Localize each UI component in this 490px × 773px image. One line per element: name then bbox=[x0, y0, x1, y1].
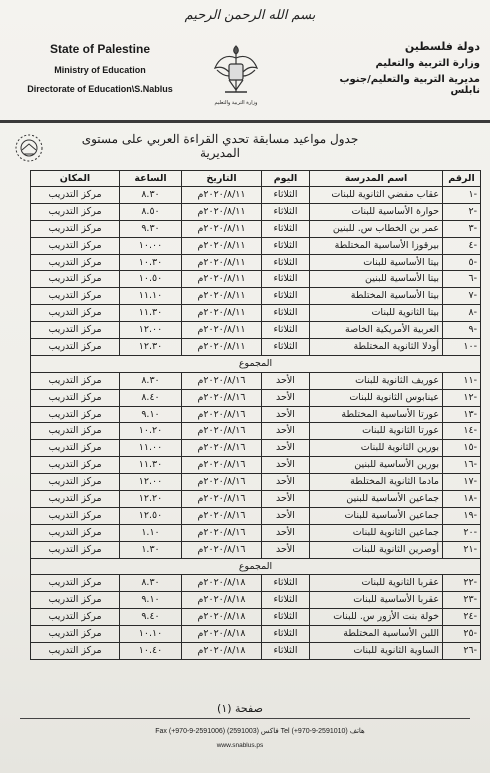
header-ar-line-2: وزارة التربية والتعليم bbox=[375, 58, 480, 69]
place: مركز التدريب bbox=[31, 507, 120, 524]
reading-challenge-logo-icon bbox=[8, 130, 50, 166]
time: ١١.٠٠ bbox=[120, 440, 182, 457]
school-name: بيتا الأساسية للبنين bbox=[310, 271, 443, 288]
table-row bbox=[31, 643, 481, 660]
time: ١٢.٠٠ bbox=[120, 474, 182, 491]
school-name: عورتا الأساسية المختلطة bbox=[310, 406, 443, 423]
palestine-eagle-emblem-icon bbox=[211, 40, 261, 100]
school-name: عقربا الثانوية للبنات bbox=[310, 575, 443, 592]
table-row bbox=[31, 389, 481, 406]
footer-website: www.snablus.ps bbox=[216, 742, 264, 749]
row-number: -٧ bbox=[443, 288, 481, 305]
school-name: عمر بن الخطاب س. للبنين bbox=[310, 220, 443, 237]
table-row bbox=[31, 254, 481, 271]
day: الثلاثاء bbox=[262, 220, 310, 237]
day: الأحد bbox=[262, 406, 310, 423]
school-name: بيتا الثانوية للبنات bbox=[310, 305, 443, 322]
table-row bbox=[31, 203, 481, 220]
place: مركز التدريب bbox=[31, 187, 120, 204]
row-number: -٢١ bbox=[443, 541, 481, 558]
column-header-school: اسم المدرسة bbox=[310, 171, 443, 187]
place: مركز التدريب bbox=[31, 372, 120, 389]
school-name: خولة بنت الأزور س. للبنات bbox=[310, 609, 443, 626]
date: ٢٠٢٠/٨/١١م bbox=[182, 220, 262, 237]
school-name: اللبن الأساسية المختلطة bbox=[310, 626, 443, 643]
day: الأحد bbox=[262, 457, 310, 474]
date: ٢٠٢٠/٨/١١م bbox=[182, 254, 262, 271]
time: ١٠.٣٠ bbox=[120, 254, 182, 271]
row-number: -٩ bbox=[443, 322, 481, 339]
date: ٢٠٢٠/٨/١٦م bbox=[182, 406, 262, 423]
day: الأحد bbox=[262, 507, 310, 524]
time: ١١.١٠ bbox=[120, 288, 182, 305]
header-en-line-2: Ministry of Education bbox=[54, 65, 146, 75]
time: ٨.٣٠ bbox=[120, 372, 182, 389]
time: ١١.٣٠ bbox=[120, 305, 182, 322]
time: ٩.٤٠ bbox=[120, 609, 182, 626]
row-number: -٢٦ bbox=[443, 643, 481, 660]
school-name: بيرقوزا الأساسية المختلطة bbox=[310, 237, 443, 254]
table-row bbox=[31, 457, 481, 474]
header-en-line-1: State of Palestine bbox=[49, 42, 151, 56]
footer-divider bbox=[20, 718, 470, 719]
row-number: -٣ bbox=[443, 220, 481, 237]
column-header-time: الساعة bbox=[120, 171, 182, 187]
time: ١٠.١٠ bbox=[120, 626, 182, 643]
column-header-day: اليوم bbox=[262, 171, 310, 187]
date: ٢٠٢٠/٨/١٦م bbox=[182, 440, 262, 457]
table-row bbox=[31, 406, 481, 423]
school-name: أودلا الثانوية المختلطة bbox=[310, 339, 443, 356]
day: الثلاثاء bbox=[262, 305, 310, 322]
column-header-number: الرقم bbox=[443, 171, 481, 187]
day: الثلاثاء bbox=[262, 271, 310, 288]
school-name: بيتا الأساسية للبنات bbox=[310, 254, 443, 271]
footer-contact: Fax (+970-9-2591006) فاكس (2591003) Tel (+970-9-2591010) هاتف bbox=[155, 728, 365, 735]
time: ١٠.٢٠ bbox=[120, 423, 182, 440]
date: ٢٠٢٠/٨/١٨م bbox=[182, 609, 262, 626]
time: ٨.٥٠ bbox=[120, 203, 182, 220]
school-name: أوصرين الثانوية للبنات bbox=[310, 541, 443, 558]
place: مركز التدريب bbox=[31, 457, 120, 474]
school-name: عقربا الأساسية للبنات bbox=[310, 592, 443, 609]
place: مركز التدريب bbox=[31, 322, 120, 339]
table-row bbox=[31, 220, 481, 237]
day: الأحد bbox=[262, 491, 310, 508]
row-number: -١١ bbox=[443, 372, 481, 389]
date: ٢٠٢٠/٨/١١م bbox=[182, 187, 262, 204]
day: الأحد bbox=[262, 541, 310, 558]
row-number: -٢٢ bbox=[443, 575, 481, 592]
date: ٢٠٢٠/٨/١٨م bbox=[182, 592, 262, 609]
date: ٢٠٢٠/٨/١١م bbox=[182, 203, 262, 220]
date: ٢٠٢٠/٨/١٨م bbox=[182, 643, 262, 660]
date: ٢٠٢٠/٨/١١م bbox=[182, 339, 262, 356]
day: الثلاثاء bbox=[262, 288, 310, 305]
header-english bbox=[10, 42, 190, 94]
place: مركز التدريب bbox=[31, 305, 120, 322]
day: الثلاثاء bbox=[262, 575, 310, 592]
day: الأحد bbox=[262, 423, 310, 440]
day: الثلاثاء bbox=[262, 203, 310, 220]
row-number: -١٦ bbox=[443, 457, 481, 474]
place: مركز التدريب bbox=[31, 643, 120, 660]
place: مركز التدريب bbox=[31, 288, 120, 305]
row-number: -٦ bbox=[443, 271, 481, 288]
date: ٢٠٢٠/٨/١١م bbox=[182, 271, 262, 288]
school-name: بورين الأساسية للبنين bbox=[310, 457, 443, 474]
page-number: صفحة (١) bbox=[217, 702, 263, 715]
group-subtotal-row bbox=[31, 355, 481, 372]
day: الثلاثاء bbox=[262, 643, 310, 660]
date: ٢٠٢٠/٨/١٨م bbox=[182, 626, 262, 643]
day: الثلاثاء bbox=[262, 626, 310, 643]
time: ٨.٣٠ bbox=[120, 575, 182, 592]
group-label: المجموع bbox=[31, 355, 481, 372]
school-name: جماعين الأساسية للبنات bbox=[310, 507, 443, 524]
row-number: -٢٤ bbox=[443, 609, 481, 626]
row-number: -١٩ bbox=[443, 507, 481, 524]
table-row bbox=[31, 288, 481, 305]
column-header-date: التاريخ bbox=[182, 171, 262, 187]
school-name: بيتا الأساسية المختلطة bbox=[310, 288, 443, 305]
document-title: جدول مواعيد مسابقة تحدي القراءة العربي على مستوى المديرية bbox=[81, 132, 359, 160]
place: مركز التدريب bbox=[31, 626, 120, 643]
school-name: جماعين الثانوية للبنات bbox=[310, 524, 443, 541]
table-header-row bbox=[31, 171, 481, 187]
row-number: -١٣ bbox=[443, 406, 481, 423]
table-row bbox=[31, 237, 481, 254]
time: ١٢.٥٠ bbox=[120, 507, 182, 524]
header-ar-line-1: دولة فلسطين bbox=[404, 40, 480, 53]
school-name: الساوية الثانوية للبنات bbox=[310, 643, 443, 660]
date: ٢٠٢٠/٨/١٦م bbox=[182, 507, 262, 524]
table-row bbox=[31, 322, 481, 339]
row-number: -٢٣ bbox=[443, 592, 481, 609]
date: ٢٠٢٠/٨/١١م bbox=[182, 322, 262, 339]
place: مركز التدريب bbox=[31, 389, 120, 406]
date: ٢٠٢٠/٨/١١م bbox=[182, 305, 262, 322]
day: الثلاثاء bbox=[262, 339, 310, 356]
day: الثلاثاء bbox=[262, 187, 310, 204]
row-number: -٤ bbox=[443, 237, 481, 254]
time: ١٢.٣٠ bbox=[120, 339, 182, 356]
table-row bbox=[31, 541, 481, 558]
day: الأحد bbox=[262, 524, 310, 541]
table-row bbox=[31, 372, 481, 389]
day: الثلاثاء bbox=[262, 592, 310, 609]
row-number: -١ bbox=[443, 187, 481, 204]
group-subtotal-row bbox=[31, 558, 481, 575]
day: الثلاثاء bbox=[262, 237, 310, 254]
table-row bbox=[31, 491, 481, 508]
row-number: -٨ bbox=[443, 305, 481, 322]
place: مركز التدريب bbox=[31, 524, 120, 541]
time: ٨.٤٠ bbox=[120, 389, 182, 406]
place: مركز التدريب bbox=[31, 474, 120, 491]
time: ١١.٣٠ bbox=[120, 457, 182, 474]
bismillah-calligraphy: بسم الله الرحمن الرحيم bbox=[184, 8, 316, 23]
place: مركز التدريب bbox=[31, 609, 120, 626]
time: ٨.٣٠ bbox=[120, 187, 182, 204]
school-name: عورتا الثانوية للبنات bbox=[310, 423, 443, 440]
day: الثلاثاء bbox=[262, 254, 310, 271]
time: ١٠.٠٠ bbox=[120, 237, 182, 254]
place: مركز التدريب bbox=[31, 575, 120, 592]
day: الثلاثاء bbox=[262, 609, 310, 626]
place: مركز التدريب bbox=[31, 220, 120, 237]
place: مركز التدريب bbox=[31, 237, 120, 254]
place: مركز التدريب bbox=[31, 592, 120, 609]
day: الأحد bbox=[262, 389, 310, 406]
date: ٢٠٢٠/٨/١٦م bbox=[182, 372, 262, 389]
table-row bbox=[31, 592, 481, 609]
place: مركز التدريب bbox=[31, 254, 120, 271]
date: ٢٠٢٠/٨/١٦م bbox=[182, 457, 262, 474]
table-row bbox=[31, 187, 481, 204]
table-row bbox=[31, 626, 481, 643]
place: مركز التدريب bbox=[31, 339, 120, 356]
date: ٢٠٢٠/٨/١٦م bbox=[182, 541, 262, 558]
school-name: عينابوس الثانوية للبنات bbox=[310, 389, 443, 406]
row-number: -٥ bbox=[443, 254, 481, 271]
date: ٢٠٢٠/٨/١٦م bbox=[182, 491, 262, 508]
school-name: جماعين الأساسية للبنين bbox=[310, 491, 443, 508]
table-row bbox=[31, 575, 481, 592]
table-row bbox=[31, 609, 481, 626]
table-row bbox=[31, 474, 481, 491]
day: الثلاثاء bbox=[262, 322, 310, 339]
row-number: -١٧ bbox=[443, 474, 481, 491]
date: ٢٠٢٠/٨/١٦م bbox=[182, 389, 262, 406]
table-row bbox=[31, 440, 481, 457]
day: الأحد bbox=[262, 372, 310, 389]
row-number: -٢٥ bbox=[443, 626, 481, 643]
place: مركز التدريب bbox=[31, 203, 120, 220]
time: ١.١٠ bbox=[120, 524, 182, 541]
place: مركز التدريب bbox=[31, 541, 120, 558]
place: مركز التدريب bbox=[31, 406, 120, 423]
row-number: -١٠ bbox=[443, 339, 481, 356]
date: ٢٠٢٠/٨/١١م bbox=[182, 237, 262, 254]
row-number: -١٢ bbox=[443, 389, 481, 406]
table-row bbox=[31, 524, 481, 541]
date: ٢٠٢٠/٨/١٨م bbox=[182, 575, 262, 592]
column-header-place: المكان bbox=[31, 171, 120, 187]
time: ١٠.٥٠ bbox=[120, 271, 182, 288]
school-name: بورين الثانوية للبنات bbox=[310, 440, 443, 457]
row-number: -١٨ bbox=[443, 491, 481, 508]
header-divider bbox=[0, 120, 490, 123]
school-name: عوريف الثانوية للبنات bbox=[310, 372, 443, 389]
date: ٢٠٢٠/٨/١٦م bbox=[182, 524, 262, 541]
time: ١٢.٠٠ bbox=[120, 322, 182, 339]
row-number: -١٥ bbox=[443, 440, 481, 457]
table-row bbox=[31, 339, 481, 356]
emblem-caption: وزارة التربية والتعليم bbox=[214, 100, 258, 106]
time: ١.٣٠ bbox=[120, 541, 182, 558]
school-name: عقاب مفضي الثانوية للبنات bbox=[310, 187, 443, 204]
schedule-table bbox=[30, 170, 481, 660]
school-name: العربية الأمريكية الخاصة bbox=[310, 322, 443, 339]
time: ٩.١٠ bbox=[120, 592, 182, 609]
time: ٩.١٠ bbox=[120, 406, 182, 423]
row-number: -٢٠ bbox=[443, 524, 481, 541]
row-number: -١٤ bbox=[443, 423, 481, 440]
day: الأحد bbox=[262, 440, 310, 457]
school-name: مادما الثانوية المختلطة bbox=[310, 474, 443, 491]
time: ٩.٣٠ bbox=[120, 220, 182, 237]
place: مركز التدريب bbox=[31, 423, 120, 440]
table-row bbox=[31, 423, 481, 440]
place: مركز التدريب bbox=[31, 271, 120, 288]
time: ١٢.٢٠ bbox=[120, 491, 182, 508]
time: ١٠.٤٠ bbox=[120, 643, 182, 660]
school-name: حوارة الأساسية للبنات bbox=[310, 203, 443, 220]
header-ar-line-3: مديرية التربية والتعليم/جنوب نابلس bbox=[339, 74, 480, 96]
header-en-line-3: Directorate of Education\S.Nablus bbox=[27, 84, 173, 94]
day: الأحد bbox=[262, 474, 310, 491]
date: ٢٠٢٠/٨/١١م bbox=[182, 288, 262, 305]
row-number: -٢ bbox=[443, 203, 481, 220]
group-label: المجموع bbox=[31, 558, 481, 575]
table-row bbox=[31, 305, 481, 322]
place: مركز التدريب bbox=[31, 491, 120, 508]
place: مركز التدريب bbox=[31, 440, 120, 457]
date: ٢٠٢٠/٨/١٦م bbox=[182, 423, 262, 440]
date: ٢٠٢٠/٨/١٦م bbox=[182, 474, 262, 491]
table-row bbox=[31, 271, 481, 288]
table-row bbox=[31, 507, 481, 524]
header-arabic bbox=[310, 40, 480, 96]
